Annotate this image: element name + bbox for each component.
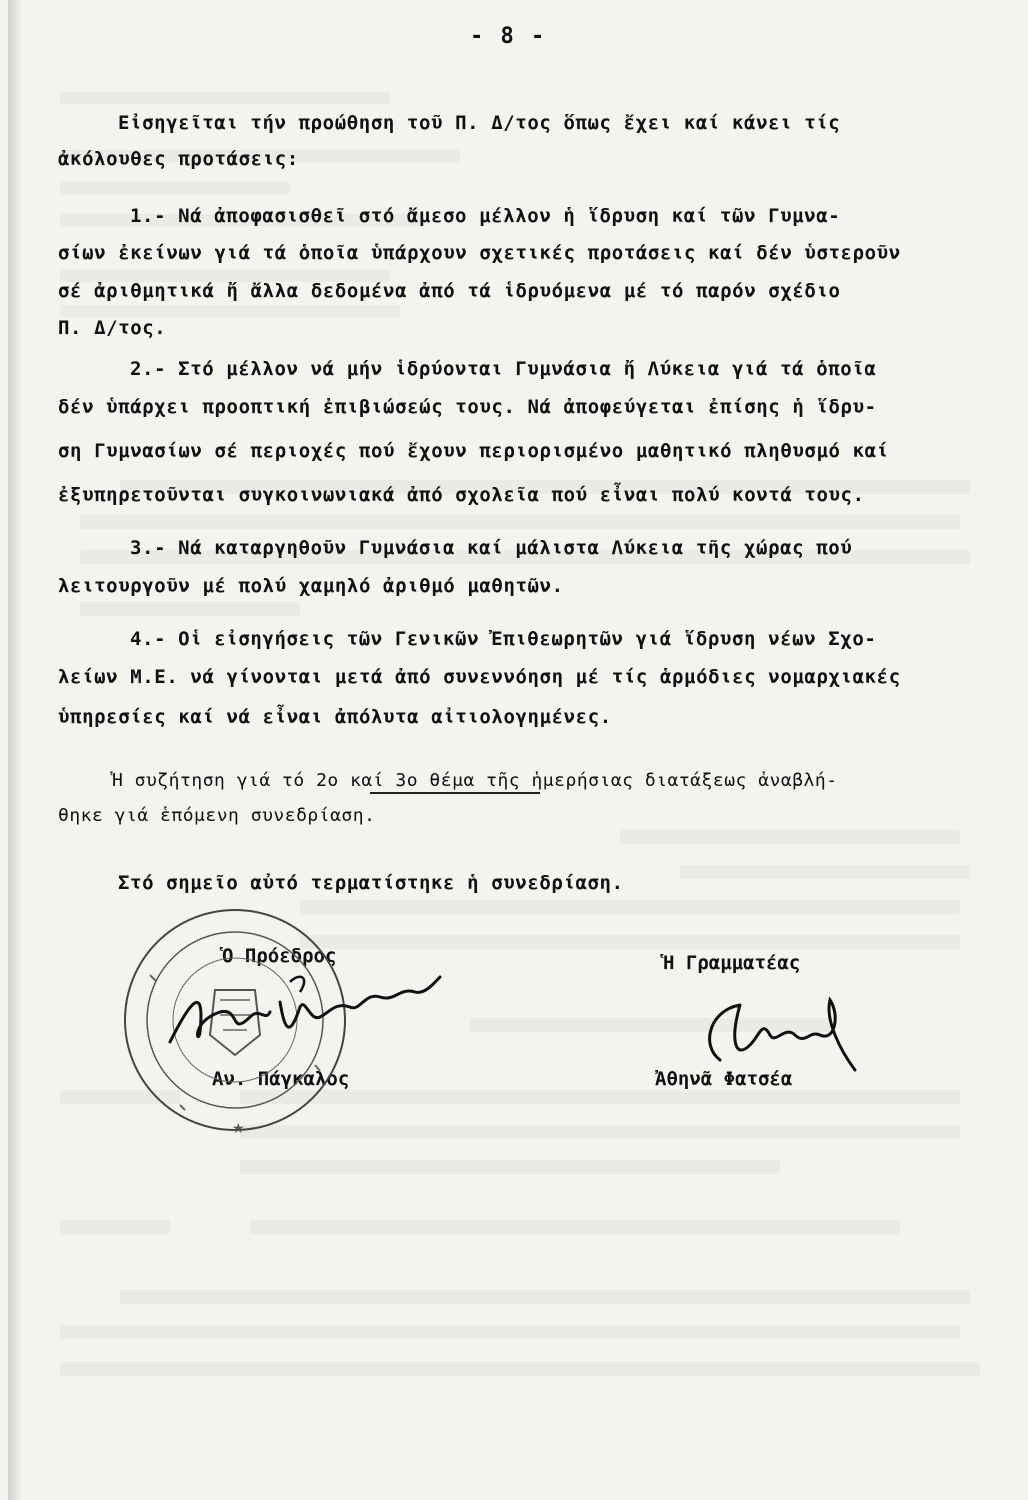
president-title: Ὁ Πρόεδρος xyxy=(222,945,337,967)
show-through-block xyxy=(80,515,960,529)
svg-text:★: ★ xyxy=(232,1121,245,1137)
paragraph-line: δέν ὑπάρχει προοπτική ἐπιβιώσεώς τους. Νά ἀποφεύγεται ἐπίσης ἡ ἵδρυ- xyxy=(58,396,877,418)
secretary-name: Ἀθηνᾶ Φατσέα xyxy=(655,1068,793,1090)
scan-binding-edge xyxy=(8,0,22,1500)
paragraph-line: Π. Δ/τος. xyxy=(58,317,167,339)
paragraph-line: 3.- Νά καταργηθοῦν Γυμνάσια καί μάλιστα Λύκεια τῆς χώρας πού xyxy=(130,537,853,559)
paragraph-line: θηκε γιά ἑπόμενη συνεδρίαση. xyxy=(58,805,376,826)
show-through-block xyxy=(60,182,290,194)
show-through-block xyxy=(250,1220,900,1234)
show-through-block xyxy=(60,305,400,317)
paragraph-line: Ἡ συζήτηση γιά τό 2ο καί 3ο θέμα τῆς ἡμερήσιας διατάξεως ἀναβλή- xyxy=(112,770,838,791)
paragraph-line: ὑπηρεσίες καί νά εἶναι ἀπόλυτα αἰτιολογημένες. xyxy=(58,706,612,728)
show-through-block xyxy=(300,935,960,949)
show-through-block xyxy=(60,92,390,104)
paragraph-line: ἀκόλουθες προτάσεις: xyxy=(58,148,299,170)
underline-mark xyxy=(370,792,540,794)
paragraph-line: 1.- Νά ἀποφασισθεῖ στό ἄμεσο μέλλον ἡ ἵδρυση καί τῶν Γυμνα- xyxy=(130,205,841,227)
show-through-block xyxy=(680,865,970,879)
paragraph-line: ση Γυμνασίων σέ περιοχές πού ἔχουν περιορισμένο μαθητικό πληθυσμό καί xyxy=(58,440,889,462)
show-through-block xyxy=(60,1220,170,1234)
paragraph-line: Εἰσηγεῖται τήν προώθηση τοῦ Π. Δ/τος ὅπως ἔχει καί κάνει τίς xyxy=(118,112,841,134)
president-name: Αν. Πάγκαλος xyxy=(212,1068,350,1090)
show-through-block xyxy=(60,1362,980,1376)
paragraph-line: σέ ἀριθμητικά ἤ ἄλλα δεδομένα ἀπό τά ἱδρυόμενα μέ τό παρόν σχέδιο xyxy=(58,280,841,302)
secretary-signature xyxy=(690,990,860,1080)
paragraph-line: ἐξυπηρετοῦνται συγκοινωνιακά ἀπό σχολεῖα πού εἶναι πολύ κοντά τους. xyxy=(58,484,865,506)
page-number: - 8 - xyxy=(470,24,547,49)
secretary-title: Ἡ Γραμματέας xyxy=(663,952,801,974)
show-through-block xyxy=(60,1325,960,1339)
paragraph-line: 4.- Οἱ εἰσηγήσεις τῶν Γενικῶν Ἐπιθεωρητῶν γιά ἵδρυση νέων Σχο- xyxy=(130,628,877,650)
president-signature xyxy=(150,962,450,1062)
paragraph-line: σίων ἐκείνων γιά τά ὁποῖα ὑπάρχουν σχετικές προτάσεις καί δέν ὑστεροῦν xyxy=(58,242,901,264)
paragraph-line: λειτουργοῦν μέ πολύ χαμηλό ἀριθμό μαθητῶν. xyxy=(58,575,564,597)
paragraph-line: λείων Μ.Ε. νά γίνονται μετά ἀπό συνεννόηση μέ τίς ἁρμόδιες νομαρχιακές xyxy=(58,666,901,688)
closing-line: Στό σημεῖο αὐτό τερματίστηκε ἡ συνεδρίαση. xyxy=(118,872,624,894)
show-through-block xyxy=(80,602,300,616)
show-through-block xyxy=(300,900,960,914)
show-through-block xyxy=(240,1160,780,1174)
paragraph-line: 2.- Στό μέλλον νά μήν ἱδρύονται Γυμνάσια ἤ Λύκεια γιά τά ὁποῖα xyxy=(130,358,877,380)
show-through-block xyxy=(620,830,960,844)
show-through-block xyxy=(120,1290,970,1304)
